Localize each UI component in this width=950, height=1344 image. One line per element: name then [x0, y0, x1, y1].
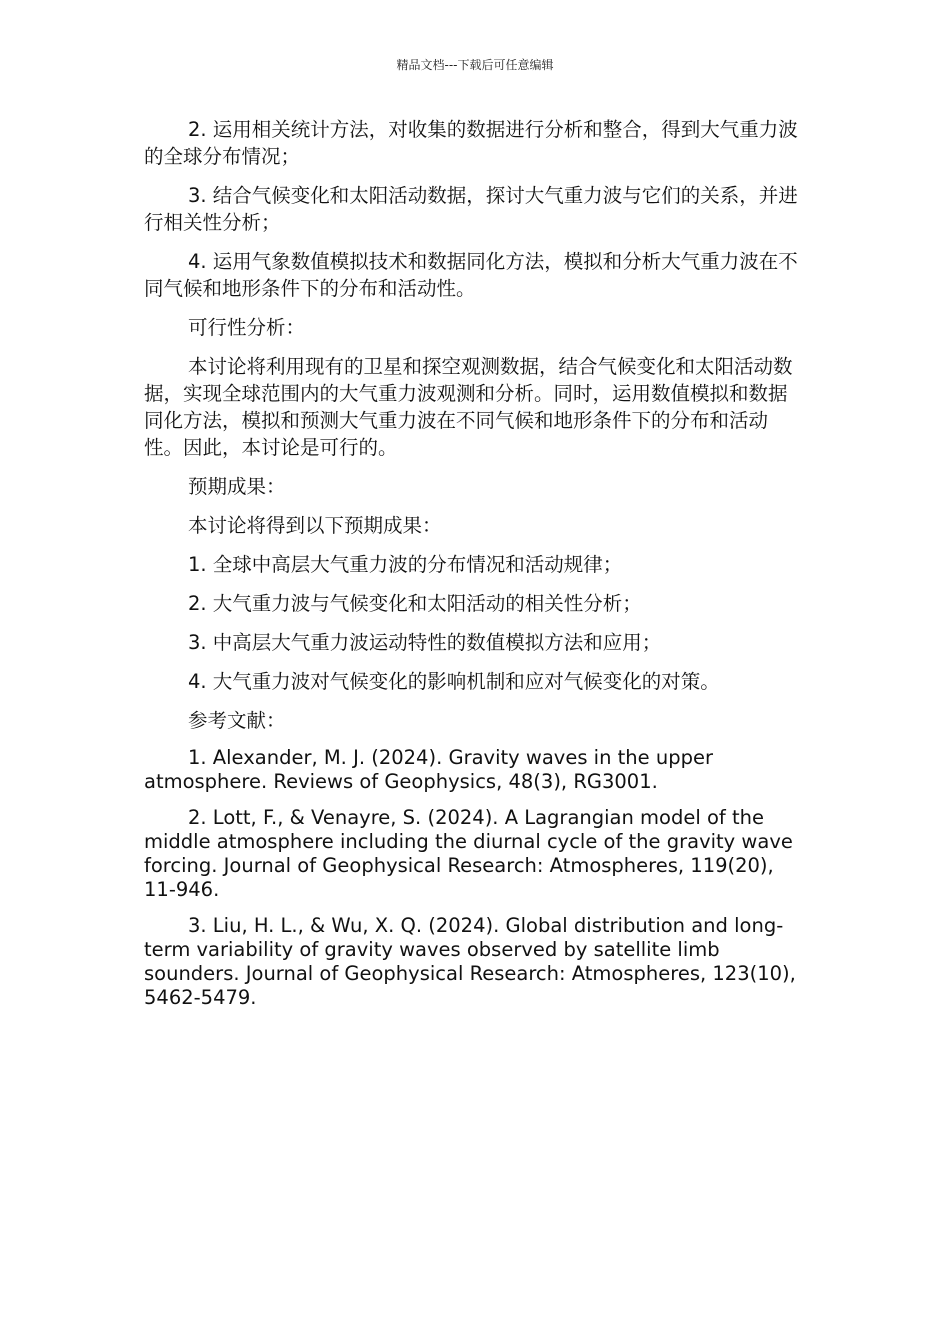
- reference-2: 2. Lott, F., & Venayre, S. (2024). A Lagrangian model of the middle atmosphere including the diurnal cycle of the gravity wave forcing. Journal of Geophysical Research: Atmospheres, 119(20), 11-946.: [144, 806, 793, 901]
- expected-result-3: 3. 中高层大气重力波运动特性的数值模拟方法和应用；: [188, 631, 662, 654]
- paragraph-method-3: 3. 结合气候变化和太阳活动数据，探讨大气重力波与它们的关系，并进行相关性分析；: [144, 184, 798, 234]
- page-header: 精品文档---下载后可任意编辑: [396, 58, 554, 72]
- feasibility-paragraph: 本讨论将利用现有的卫星和探空观测数据，结合气候变化和太阳活动数据，实现全球范围内的大气重力波观测和分析。同时，运用数值模拟和数据同化方法，模拟和预测大气重力波在不同气候和地形条件下的分布和活动性。因此，本讨论是可行的。: [144, 355, 793, 459]
- reference-3: 3. Liu, H. L., & Wu, X. Q. (2024). Global distribution and long-term variability of gravity waves observed by satellite limb sounders. Journal of Geophysical Research: Atmospheres, 123(10), 5462-5479.: [144, 914, 796, 1009]
- document-body: [144, 116, 804, 1022]
- expected-result-2: 2. 大气重力波与气候变化和太阳活动的相关性分析；: [188, 592, 642, 615]
- expected-result-4: 4. 大气重力波对气候变化的影响机制和应对气候变化的对策。: [188, 670, 720, 693]
- references-heading: 参考文献：: [188, 709, 286, 732]
- expected-result-1: 1. 全球中高层大气重力波的分布情况和活动规律；: [188, 553, 623, 576]
- feasibility-heading: 可行性分析：: [188, 316, 306, 339]
- paragraph-method-4: 4. 运用气象数值模拟技术和数据同化方法，模拟和分析大气重力波在不同气候和地形条件下的分布和活动性。: [144, 250, 798, 300]
- reference-1: 1. Alexander, M. J. (2024). Gravity waves in the upper atmosphere. Reviews of Geophysics, 48(3), RG3001.: [144, 746, 713, 793]
- expected-results-heading: 预期成果：: [188, 475, 286, 498]
- expected-results-intro: 本讨论将得到以下预期成果：: [188, 514, 442, 537]
- paragraph-method-2: 2. 运用相关统计方法，对收集的数据进行分析和整合，得到大气重力波的全球分布情况；: [144, 118, 798, 168]
